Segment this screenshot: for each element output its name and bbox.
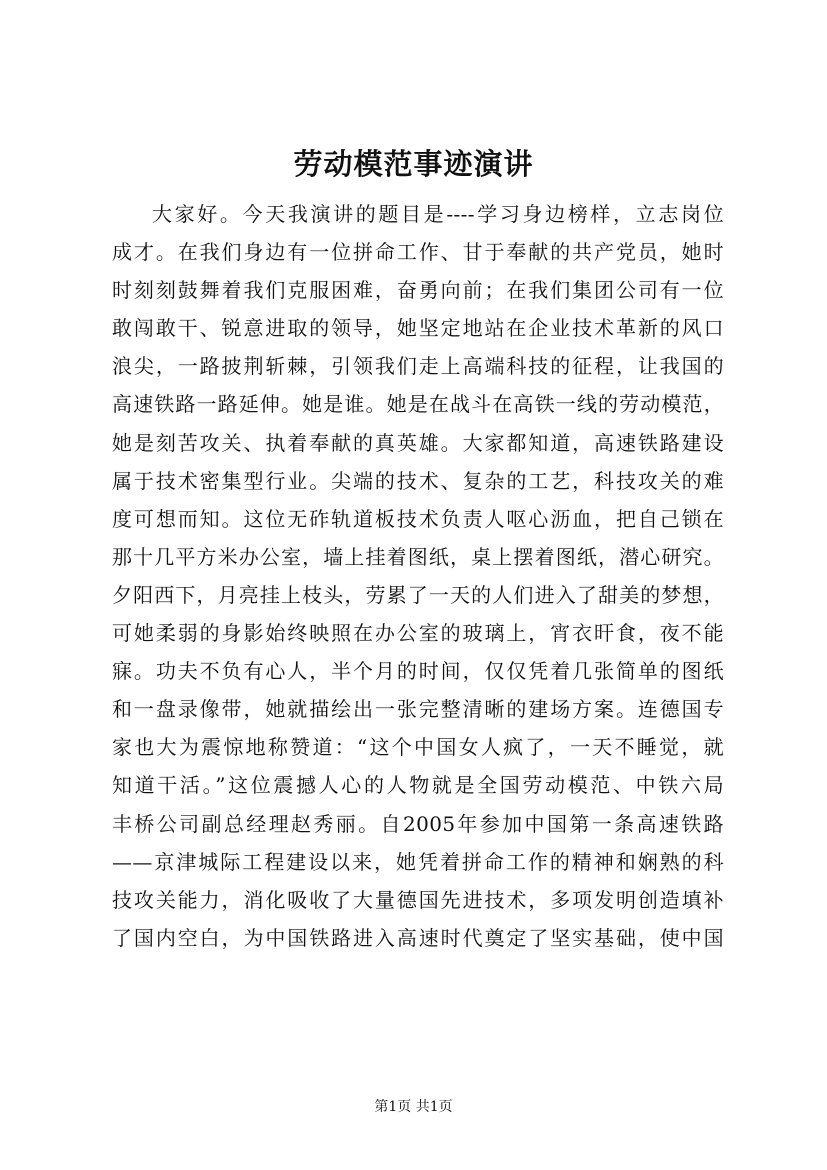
body-line: 大家好。今天我演讲的题目是----学习身边榜样，立志岗位 bbox=[152, 202, 724, 226]
page-footer: 第1页 共1页 bbox=[374, 1099, 453, 1115]
body-line: 成才。在我们身边有一位拼命工作、甘于奉献的共产党员，她时 bbox=[112, 240, 724, 265]
body-line: 知道干活。”这位震撼人心的人物就是全国劳动模范、中铁六局 bbox=[112, 773, 724, 798]
document-body bbox=[112, 195, 724, 957]
body-line: 技攻关能力，消化吸收了大量德国先进技术，多项发明创造填补 bbox=[112, 887, 724, 912]
body-line: 敢闯敢干、锐意进取的领导，她坚定地站在企业技术革新的风口 bbox=[112, 316, 724, 341]
body-line: 属于技术密集型行业。尖端的技术、复杂的工艺，科技攻关的难 bbox=[112, 468, 724, 493]
body-line: 夕阳西下，月亮挂上枝头，劳累了一天的人们进入了甜美的梦想， bbox=[112, 582, 724, 607]
body-line: 和一盘录像带，她就描绘出一张完整清晰的建场方案。连德国专 bbox=[112, 697, 724, 722]
body-line: 了国内空白，为中国铁路进入高速时代奠定了坚实基础，使中国 bbox=[112, 925, 724, 950]
document-title: 劳动模范事迹演讲 bbox=[293, 147, 534, 181]
body-line: 可她柔弱的身影始终映照在办公室的玻璃上，宵衣旰食，夜不能 bbox=[112, 621, 724, 646]
body-line: 家也大为震惊地称赞道：“这个中国女人疯了，一天不睡觉，就 bbox=[112, 735, 724, 760]
body-line: 那十几平方米办公室，墙上挂着图纸，桌上摆着图纸，潜心研究。 bbox=[112, 544, 724, 569]
body-line: 丰桥公司副总经理赵秀丽。自2005年参加中国第一条高速铁路 bbox=[112, 811, 724, 836]
body-line: 高速铁路一路延伸。她是谁。她是在战斗在高铁一线的劳动模范， bbox=[112, 392, 724, 417]
body-line: 度可想而知。这位无砟轨道板技术负责人呕心沥血，把自己锁在 bbox=[112, 506, 724, 531]
body-line: 浪尖，一路披荆斩棘，引领我们走上高端科技的征程，让我国的 bbox=[112, 354, 724, 379]
body-line: 寐。功夫不负有心人，半个月的时间，仅仅凭着几张简单的图纸 bbox=[112, 659, 724, 684]
body-line: ——京津城际工程建设以来，她凭着拼命工作的精神和娴熟的科 bbox=[112, 849, 724, 874]
body-line: 她是刻苦攻关、执着奉献的真英雄。大家都知道，高速铁路建设 bbox=[112, 430, 724, 455]
body-line: 时刻刻鼓舞着我们克服困难，奋勇向前；在我们集团公司有一位 bbox=[112, 278, 724, 303]
